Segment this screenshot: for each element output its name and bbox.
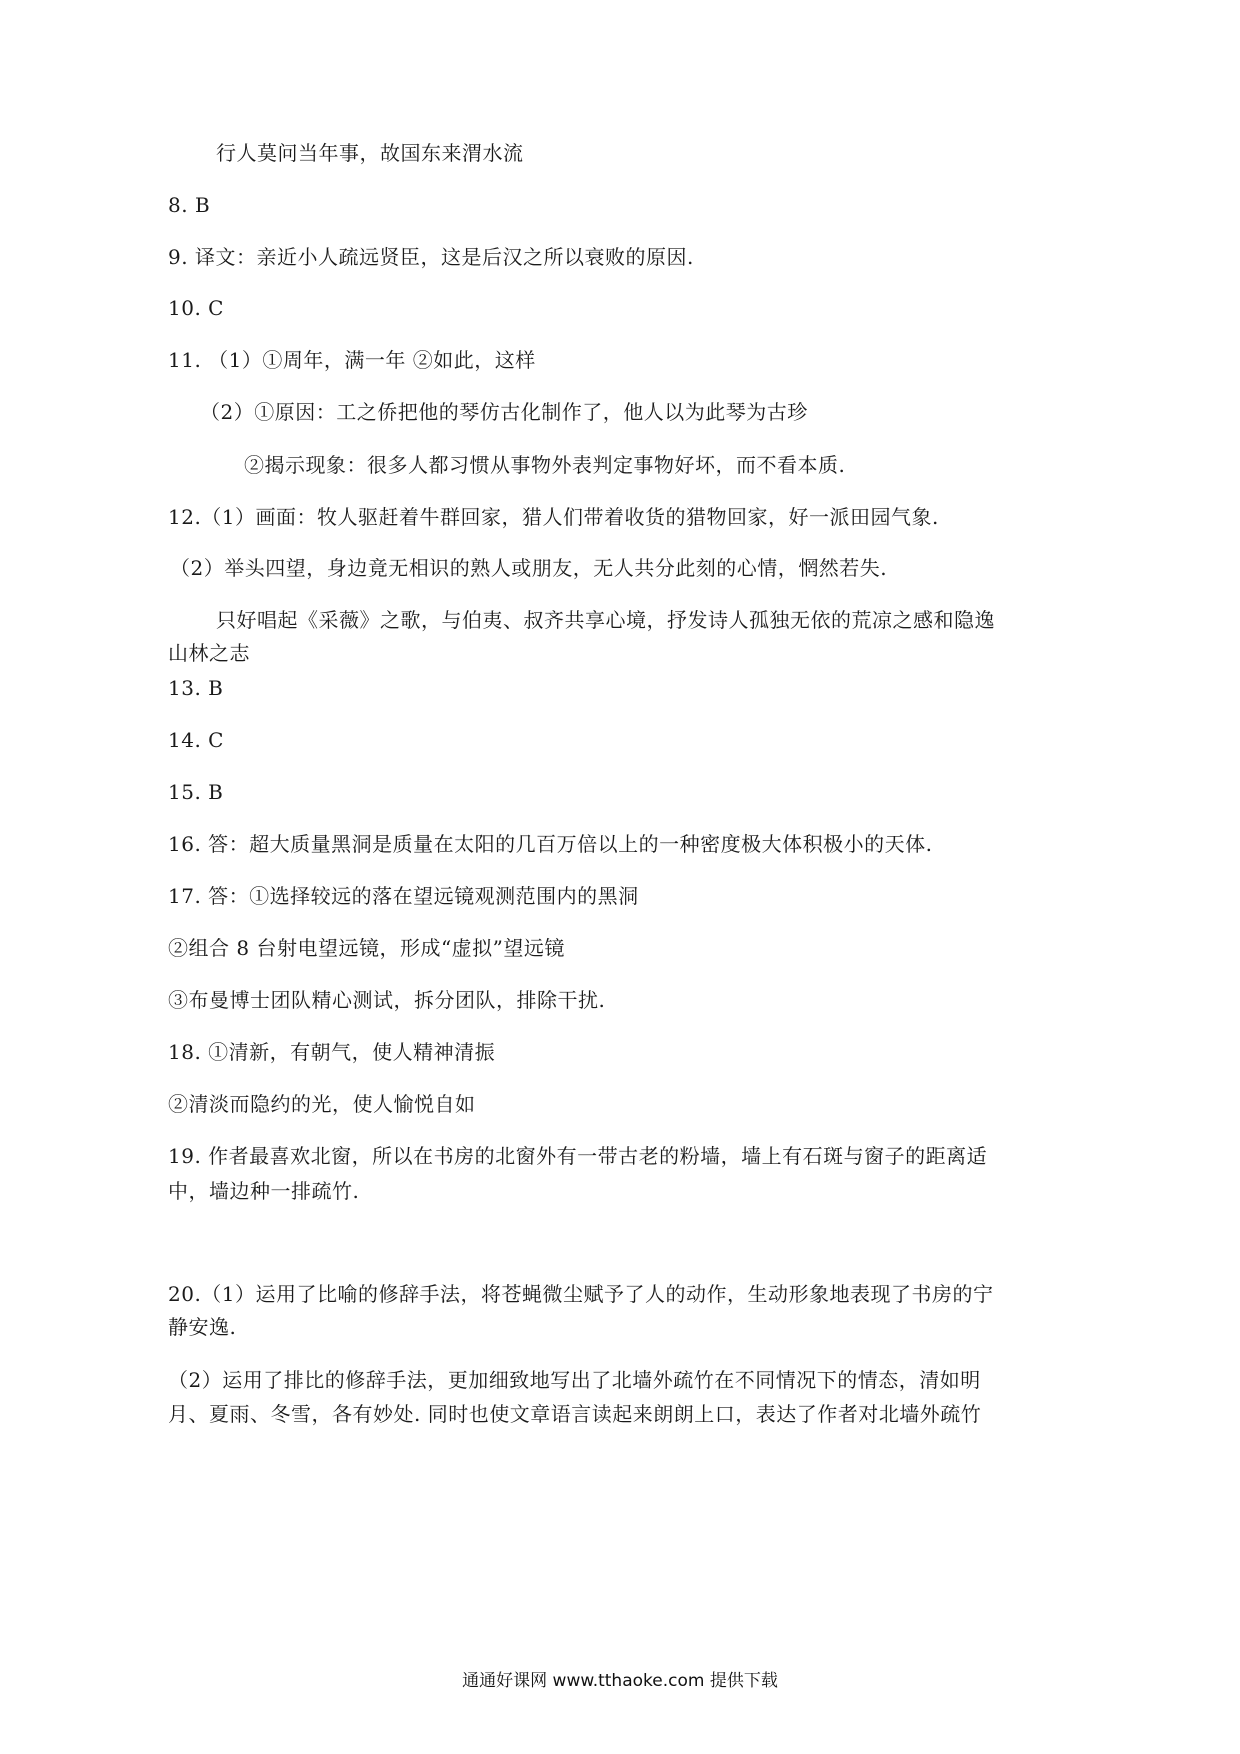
text-line-14: 15. B <box>168 780 224 804</box>
text-line-8: 12.（1）画面：牧人驱赶着牛群回家，猎人们带着收货的猎物回家，好一派田园气象. <box>168 505 939 529</box>
text-line-20: ②清淡而隐约的光，使人愉悦自如 <box>168 1092 476 1116</box>
text-line-13: 14. C <box>168 728 224 752</box>
text-line-15: 16. 答：超大质量黑洞是质量在太阳的几百万倍以上的一种密度极大体积极小的天体. <box>168 832 933 856</box>
text-line-17: ②组合 8 台射电望远镜，形成“虚拟”望远镜 <box>168 936 565 960</box>
text-line-10: 只好唱起《采薇》之歌，与伯夷、叔齐共享心境，抒发诗人孤独无依的荒凉之感和隐逸 <box>216 608 995 632</box>
text-line-25: （2）运用了排比的修辞手法，更加细致地写出了北墙外疏竹在不同情况下的情态，清如明 <box>168 1368 981 1392</box>
text-line-21: 19. 作者最喜欢北窗，所以在书房的北窗外有一带古老的粉墙，墙上有石斑与窗子的距离适 <box>168 1144 988 1168</box>
text-line-12: 13. B <box>168 676 224 700</box>
text-line-11: 山林之志 <box>168 641 250 665</box>
text-line-23: 20.（1）运用了比喻的修辞手法，将苍蝇微尘赋予了人的动作，生动形象地表现了书房的宁 <box>168 1282 994 1306</box>
text-line-18: ③布曼博士团队精心测试，拆分团队，排除干扰. <box>168 988 606 1012</box>
text-line-3: 9. 译文：亲近小人疏远贤臣，这是后汉之所以衰败的原因. <box>168 245 694 269</box>
text-line-4: 10. C <box>168 296 224 320</box>
text-line-19: 18. ①清新，有朝气，使人精神清振 <box>168 1040 496 1064</box>
text-line-6: （2）①原因：工之侨把他的琴仿古化制作了，他人以为此琴为古珍 <box>200 400 808 424</box>
text-line-1: 行人莫问当年事，故国东来渭水流 <box>216 141 524 165</box>
text-line-22: 中，墙边种一排疏竹. <box>168 1179 360 1203</box>
footer-watermark: 通通好课网 www.tthaoke.com 提供下载 <box>462 1671 778 1691</box>
text-line-24: 静安逸. <box>168 1315 237 1339</box>
text-line-5: 11. （1）①周年，满一年 ②如此，这样 <box>168 348 536 372</box>
text-line-7: ②揭示现象：很多人都习惯从事物外表判定事物好坏，而不看本质. <box>244 453 846 477</box>
text-line-2: 8. B <box>168 193 211 217</box>
text-line-26: 月、夏雨、冬雪，各有妙处. 同时也使文章语言读起来朗朗上口，表达了作者对北墙外疏竹 <box>168 1402 982 1426</box>
text-line-9: （2）举头四望，身边竟无相识的熟人或朋友，无人共分此刻的心情，惘然若失. <box>170 556 888 580</box>
text-line-16: 17. 答：①选择较远的落在望远镜观测范围内的黑洞 <box>168 884 639 908</box>
